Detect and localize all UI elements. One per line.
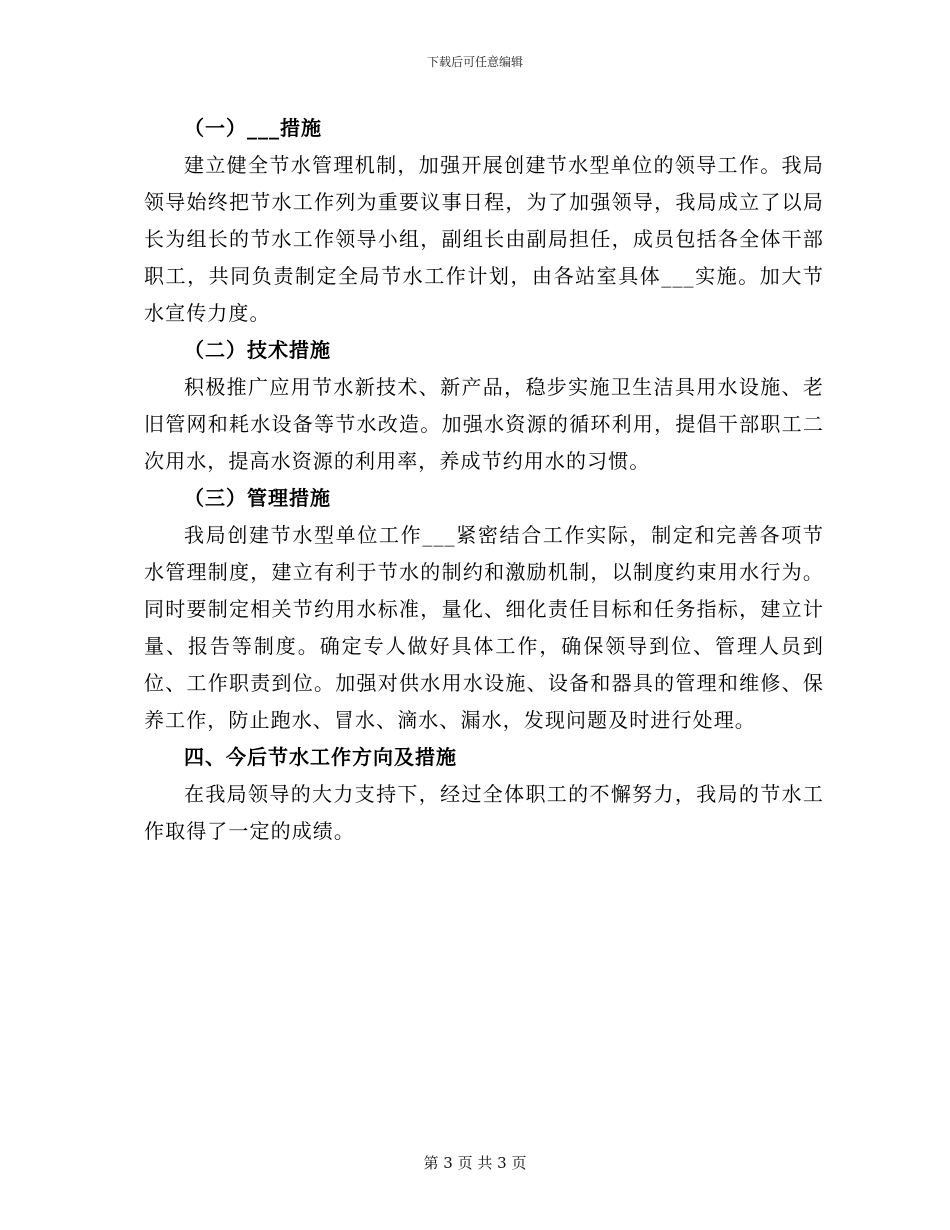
section-paragraph-1: 建立健全节水管理机制，加强开展创建节水型单位的领导工作。我局领导始终把节水工作列为重要议事日程，为了加强领导，我局成立了以局长为组长的节水工作领导小组，副组长由副局担任，成员包括各全体干部职工，共同负责制定全局节水工作计划，由各站室具体___实施。加大节水宣传力度。 [144,153,824,325]
section-heading-3: （三）管理措施 [184,486,331,510]
page-header: 下载后可任意编辑 [426,55,523,69]
section-heading-4: 四、今后节水工作方向及措施 [184,745,457,769]
section-heading-2: （二）技术措施 [184,338,331,362]
section-paragraph-2: 积极推广应用节水新技术、新产品，稳步实施卫生洁具用水设施、老旧管网和耗水设备等节水改造。加强水资源的循环利用，提倡干部职工二次用水，提高水资源的利用率，养成节约用水的习惯。 [144,375,824,473]
section-heading-1: （一）___措施 [184,116,322,140]
section-paragraph-3: 我局创建节水型单位工作___紧密结合工作实际，制定和完善各项节水管理制度，建立有利于节水的制约和激励机制，以制度约束用水行为。同时要制定相关节约用水标准，量化、细化责任目标和任务指标，建立计量、报告等制度。确定专人做好具体工作，确保领导到位、管理人员到位、工作职责到位。加强对供水用水设施、设备和器具的管理和维修、保养工作，防止跑水、冒水、滴水、漏水，发现问题及时进行处理。 [144,523,824,732]
page-number: 第 3 页 共 3 页 [423,1154,527,1172]
document-body [144,110,824,850]
section-paragraph-4: 在我局领导的大力支持下，经过全体职工的不懈努力，我局的节水工作取得了一定的成绩。 [144,782,824,843]
